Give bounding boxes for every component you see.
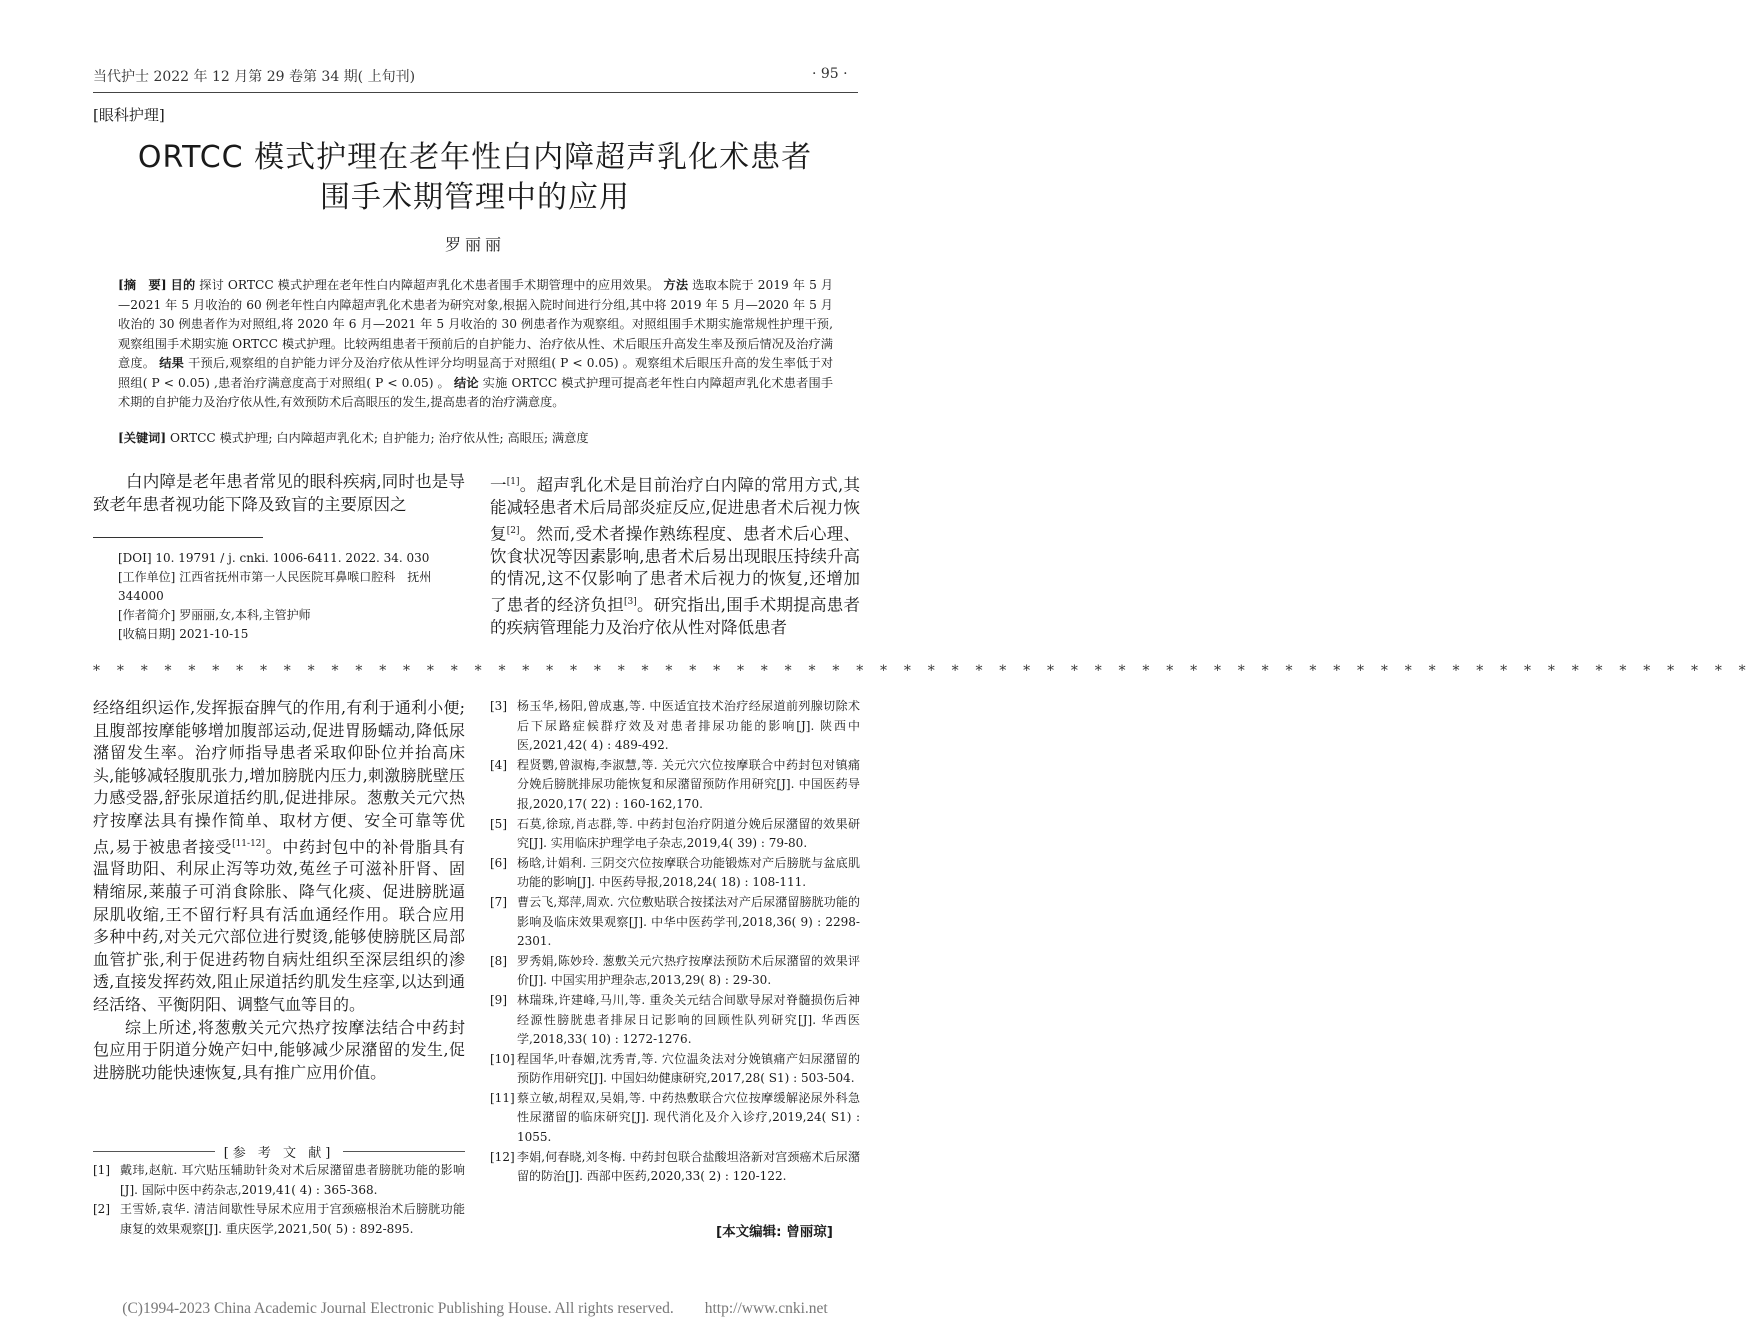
reference-item — [490, 1148, 860, 1187]
reference-number: [3] — [490, 699, 507, 713]
header-rule — [93, 92, 858, 93]
footnote-value: 江西省抚州市第一人民医院耳鼻喉口腔科 抚州 344000 — [118, 570, 432, 603]
intro-right-b: 。超声乳化术是目前治疗白内障的常用方式,其能减轻患者术后局部炎症反应,促进患者术后视力恢复 — [490, 475, 860, 543]
footnote-label: [收稿日期] — [118, 627, 176, 641]
reference-text: 杨玉华,杨阳,曾成惠,等. 中医适宜技术治疗经尿道前列腺切除术后下尿路症候群疗效及对患者排尿功能的影响[J]. 陕西中医,2021,42( 4) : 489-492. — [517, 699, 860, 753]
reference-text: 蔡立敏,胡程双,吴娟,等. 中药热敷联合穴位按摩缓解泌尿外科急性尿潴留的临床研究[J]. 现代消化及介入诊疗,2019,24( S1) : 1055. — [517, 1090, 860, 1145]
reference-text: 程贤鹦,曾淑梅,李淑慧,等. 关元穴穴位按摩联合中药封包对镇痛分娩后膀胱排尿功能恢复和尿潴留预防作用研究[J]. 中国医药导报,2020,17( 22) : 160-162,170. — [517, 757, 860, 811]
reference-text: 程国华,叶春媚,沈秀青,等. 穴位温灸法对分娩镇痛产妇尿潴留的预防作用研究[J]. 中国妇幼健康研究,2017,28( S1) : 503-504. — [517, 1051, 860, 1086]
reference-text: 戴玮,赵航. 耳穴贴压辅助针灸对术后尿潴留患者膀胱功能的影响[J]. 国际中医中药杂志,2019,41( 4) : 365-368. — [120, 1163, 465, 1197]
citation: [3] — [624, 596, 637, 607]
reference-text: 李娟,何春晓,刘冬梅. 中药封包联合盐酸坦洛新对宫颈癌术后尿潴留的防治[J]. 西部中医药,2020,33( 2) : 120-122. — [517, 1149, 860, 1184]
footnote-label: [工作单位] — [118, 570, 176, 584]
footnote-label: [DOI] — [118, 551, 152, 565]
references-left — [93, 1161, 465, 1239]
footnotes — [118, 549, 463, 644]
footnote-value: 罗丽丽,女,本科,主管护师 — [179, 608, 311, 622]
abstract-label: [摘 要] — [118, 278, 167, 292]
reference-item — [490, 697, 860, 756]
reference-text: 罗秀娟,陈妙玲. 葱敷关元穴热疗按摩法预防术后尿潴留的效果评价[J]. 中国实用护理杂志,2013,29( 8) : 29-30. — [517, 953, 860, 988]
reference-item — [490, 991, 860, 1050]
abstract-purpose-label: 目的 — [170, 278, 196, 292]
reference-item — [490, 815, 860, 854]
footnote-value: 10. 19791 / j. cnki. 1006-6411. 2022. 34. 030 — [155, 551, 430, 565]
body-left-column — [93, 697, 465, 1084]
body-paragraph — [93, 697, 465, 1017]
abstract-conclusion: 实施 ORTCC 模式护理可提高老年性白内障超声乳化术患者围手术期的自护能力及治疗依从性,有效预防术后高眼压的发生,提高患者的治疗满意度。 — [118, 375, 834, 409]
article-separator: * * * * * * * * * * * * * * * * * * * * * * * * * * * * * * * * * * * * * * * * * * * * * * * * * * * * * * * * * * * * * * * * * * * * * * — [93, 663, 1752, 679]
reference-text: 杨晗,计娟利. 三阴交穴位按摩联合功能锻炼对产后膀胱与盆底肌功能的影响[J]. 中医药导报,2018,24( 18) : 108-111. — [517, 855, 860, 890]
reference-text: 林瑞珠,许建峰,马川,等. 重灸关元结合间歇导尿对脊髓损伤后神经源性膀胱患者排尿日记影响的回顾性队列研究[J]. 华西医学,2018,33( 10) : 1272-1276. — [517, 992, 860, 1047]
abstract-conclusion-label: 结论 — [453, 375, 479, 390]
footnote-bio — [118, 606, 463, 625]
reference-item — [490, 1089, 860, 1148]
page-number: · 95 · — [812, 66, 848, 82]
abstract — [118, 276, 833, 413]
reference-item — [93, 1200, 465, 1239]
abstract-purpose: 探讨 ORTCC 模式护理在老年性白内障超声乳化术患者围手术期管理中的应用效果。 — [199, 278, 660, 292]
abstract-method: 选取本院于 2019 年 5 月—2021 年 5 月收治的 60 例老年性白内障超声乳化术患者为研究对象,根据入院时间进行分组,其中将 2019 年 5 月—2020 年 5 月收治的 30 例患者作为对照组,将 2020 年 6 月—2021 年 5 月收治的 30 例患者作为观察组。对照组围手术期实施常规性护理干预,观察组围手术期实施 ORTCC 模式护理。比较两组患者干预前后的自护能力、治疗依从性、术后眼压升高发生率及预后情况及治疗满意度。 — [118, 278, 834, 370]
reference-number: [7] — [490, 894, 507, 909]
reference-item — [490, 854, 860, 893]
reference-number: [9] — [490, 992, 507, 1007]
reference-item — [93, 1161, 465, 1200]
citation: [1] — [506, 477, 520, 487]
abstract-result: 干预后,观察组的自护能力评分及治疗依从性评分均明显高于对照组( P < 0.05) 。观察组术后眼压升高的发生率低于对照组( P < 0.05) ,患者治疗满意度高于对照组( P < 0.05) 。 — [118, 356, 834, 390]
keywords-text: ORTCC 模式护理; 白内障超声乳化术; 自护能力; 治疗依从性; 高眼压; 满意度 — [169, 431, 589, 445]
reference-text: 曹云飞,郑萍,周欢. 穴位敷贴联合按揉法对产后尿潴留膀胱功能的影响及临床效果观察[J]. 中华中医药学刊,2018,36( 9) : 2298-2301. — [517, 894, 860, 949]
reference-number: [12] — [490, 1149, 515, 1164]
intro-right-c: 。然而,受术者操作熟练程度、患者术后心理、饮食状况等因素影响,患者术后易出现眼压持续升高的情况,这不仅影响了患者术后视力的恢复,还增加了患者的经济负担 — [490, 524, 860, 614]
reference-item — [490, 756, 860, 815]
section-tag: [眼科护理] — [93, 106, 165, 124]
footnote-date — [118, 625, 463, 644]
reference-item — [490, 952, 860, 991]
reference-number: [11] — [490, 1090, 515, 1105]
journal-header: 当代护士 2022 年 12 月第 29 卷第 34 期( 上旬刊) — [93, 69, 416, 85]
footnote-value: 2021-10-15 — [179, 627, 249, 641]
reference-item — [490, 893, 860, 952]
citation: [2] — [506, 525, 520, 536]
article-title-line2: 围手术期管理中的应用 — [320, 180, 630, 215]
citation: [11-12] — [232, 838, 266, 849]
copyright-watermark: (C)1994-2023 China Academic Journal Electronic Publishing House. All rights reserved. http://www.cnki.net — [122, 1300, 828, 1317]
reference-text: 王雪娇,袁华. 清洁间歇性导尿术应用于宫颈癌根治术后膀胱功能康复的效果观察[J]. 重庆医学,2021,50( 5) : 892-895. — [120, 1202, 465, 1236]
reference-number: [10] — [490, 1051, 515, 1066]
keywords-label: [关键词] — [118, 431, 167, 445]
footnote-rule — [93, 537, 263, 538]
body-text: 经络组织运作,发挥振奋脾气的作用,有利于通利小便;且腹部按摩能够增加腹部运动,促进胃肠蠕动,降低尿潴留发生率。治疗师指导患者采取仰卧位并抬高床头,能够减轻腹肌张力,增加膀胱内压力,刺激膀胱壁压力感受器,舒张尿道括约肌,促进排尿。葱敷关元穴热疗按摩法具有操作简单、取材方便、安全可靠等优点,易于被患者接受 — [93, 698, 465, 856]
reference-number: [8] — [490, 953, 507, 968]
reference-number: [2] — [93, 1202, 110, 1217]
keywords — [118, 429, 833, 446]
article-title-line1: ORTCC 模式护理在老年性白内障超声乳化术患者 — [137, 140, 813, 175]
reference-text: 石莫,徐琼,肖志群,等. 中药封包治疗阴道分娩后尿潴留的效果研究[J]. 实用临床护理学电子杂志,2019,4( 39) : 79-80. — [517, 816, 860, 851]
footnote-doi — [118, 549, 463, 568]
intro-right — [490, 471, 860, 639]
reference-number: [5] — [490, 816, 507, 831]
footnote-label: [作者简介] — [118, 608, 176, 622]
footnote-unit — [118, 568, 463, 606]
abstract-result-label: 结果 — [159, 356, 185, 370]
intro-right-d: 。研究指出,围手术期提高患者的疾病管理能力及治疗依从性对降低患者 — [490, 595, 860, 637]
body-text: 。中药封包中的补骨脂具有温肾助阳、利尿止泻等功效,菟丝子可滋补肝肾、固精缩尿,莱菔子可消食除胀、降气化痰、促进膀胱逼尿肌收缩,王不留行籽具有活血通经作用。联合应用多种中药,对关元穴部位进行熨烫,能够使膀胱区局部血管扩张,利于促进药物自病灶组织至深层组织的渗透,直接发挥药效,阻止尿道括约肌发生痉挛,以达到通经活络、平衡阴阳、调整气血等目的。 — [93, 836, 465, 1015]
intro-right-a: 一 — [490, 475, 507, 495]
editor-credit: [本文编辑: 曾丽琼] — [716, 1224, 833, 1240]
reference-number: [4] — [490, 757, 507, 772]
body-paragraph: 综上所述,将葱敷关元穴热疗按摩法结合中药封包应用于阴道分娩产妇中,能够减少尿潴留的发生,促进膀胱功能快速恢复,具有推广应用价值。 — [93, 1017, 465, 1082]
abstract-method-label: 方法 — [663, 278, 689, 292]
reference-number: [1] — [93, 1163, 110, 1177]
references-heading: [参 考 文 献] — [223, 1146, 335, 1161]
intro-left: 白内障是老年患者常见的眼科疾病,同时也是导致老年患者视功能下降及致盲的主要原因之 — [93, 472, 465, 514]
reference-item — [490, 1050, 860, 1089]
author: 罗丽丽 — [444, 235, 505, 254]
references-right — [490, 697, 860, 1187]
reference-number: [6] — [490, 855, 507, 870]
